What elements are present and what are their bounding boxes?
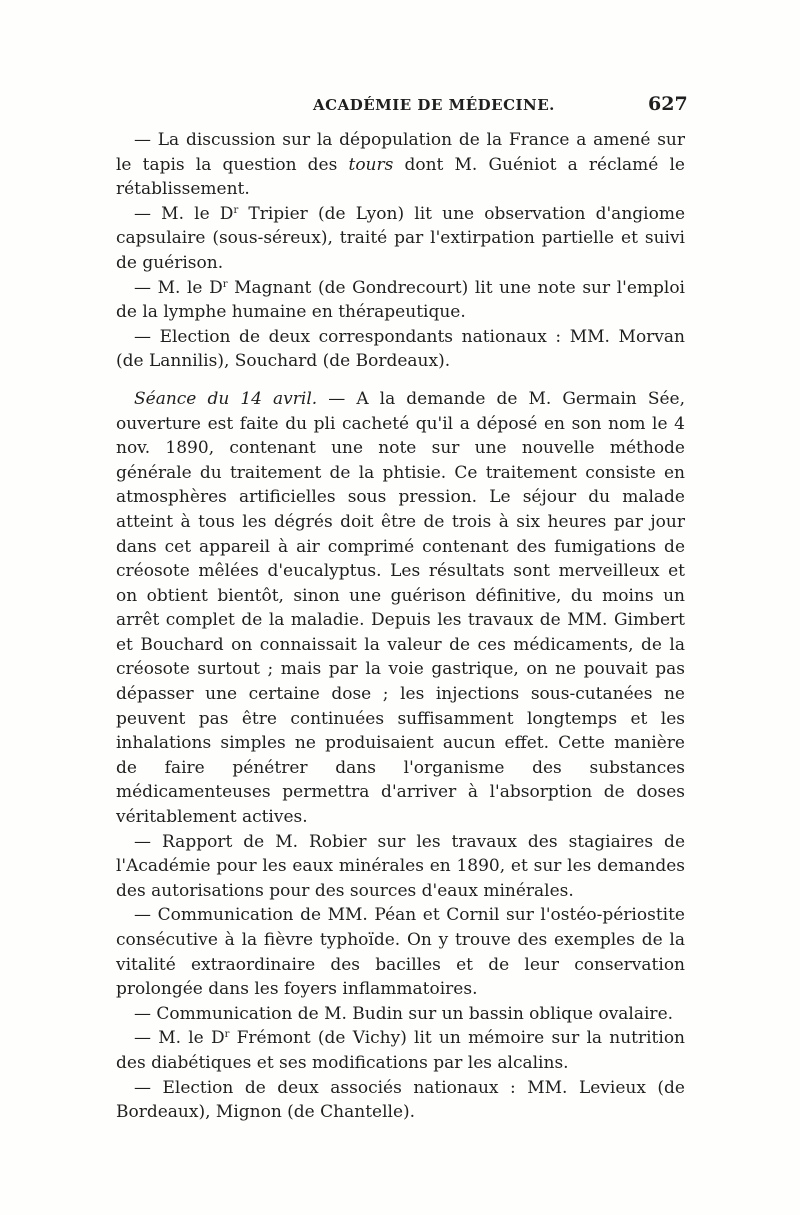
paragraph-budin: — Communication de M. Budin sur un bassin oblique ovalaire. <box>134 1003 674 1024</box>
paragraph-depopulation: — La discussion sur la dépopulation de la France a amené sur le tapis la question des tours dont M. Guéniot a réclamé le rétablissement. <box>116 130 685 200</box>
body-text <box>116 128 685 1125</box>
running-title: ACADÉMIE DE MÉDECINE. <box>313 96 555 114</box>
page-number: 627 <box>648 93 688 115</box>
page-header <box>0 93 800 126</box>
paragraph-fremont: — M. le $D^r$ Frémont (de Vichy) lit un mémoire sur la nutrition des diabétiques et ses modifications par les alcalins. <box>116 1028 686 1073</box>
paragraph-seance-14-avril: Séance du 14 avril. — A la demande de M. Germain Sée, ouverture est faite du pli cacheté qu'il a déposé en son nom le 4 nov. 1890, contenant une note sur une nouvelle méthode générale du traitement de la phtisie. Ce traitement consiste en atmosphères artificielles sous pression. Le séjour du malade atteint à tous les dégrés doit être de trois à six heures par jour dans cet appareil à air comprimé contenant des fumigations de créosote mêlées d'eucalyptus. Les résultats sont merveilleux et on obtient bientôt, sinon une guérison définitive, du moins un arrêt complet de la maladie. Depuis les travaux de MM. Gimbert et Bouchard on connaissait la valeur de ces médicaments, de la créosote surtout ; mais par la voie gastrique, on ne pouvait pas dépasser une certaine dose ; les injections sous-cutanées ne peuvent pas être continuées suffisamment longtemps et les inhalations simples ne produisaient aucun effet. Cette manière de faire pénétrer dans l'organisme des substances médicamenteuses permettra d'arriver à l'absorption de doses véritablement actives. <box>116 388 685 828</box>
session-heading: Séance du 14 avril. <box>134 388 318 409</box>
paragraph-election-associes: — Election de deux associés nationaux : MM. Levieux (de Bordeaux), Mignon (de Chantelle). <box>116 1077 685 1123</box>
paragraph-pean-cornil: — Communication de MM. Péan et Cornil sur l'ostéo-périostite consécutive à la fièvre typhoïde. On y trouve des exemples de la vitalité extraordinaire des bacilles et de leur conservation prolongée dans les foyers inflammatoires. <box>116 905 685 1000</box>
paragraph-tripier: — M. le $D^r$ Tripier (de Lyon) lit une observation d'angiome capsulaire (sous-séreux), traité par l'extirpation partielle et suivi de guérison. <box>116 203 686 273</box>
paragraph-election-correspondants: — Election de deux correspondants nationaux : MM. Morvan (de Lannilis), Souchard (de Bordeaux). <box>116 326 685 372</box>
paragraph-rapport-robier: — Rapport de M. Robier sur les travaux des stagiaires de l'Académie pour les eaux minérales en 1890, et sur les demandes des autorisations pour des sources d'eaux minérales. <box>116 831 685 901</box>
paragraph-magnant: — M. le $D^r$ Magnant (de Gondrecourt) lit une note sur l'emploi de la lymphe humaine en thérapeutique. <box>116 277 685 323</box>
